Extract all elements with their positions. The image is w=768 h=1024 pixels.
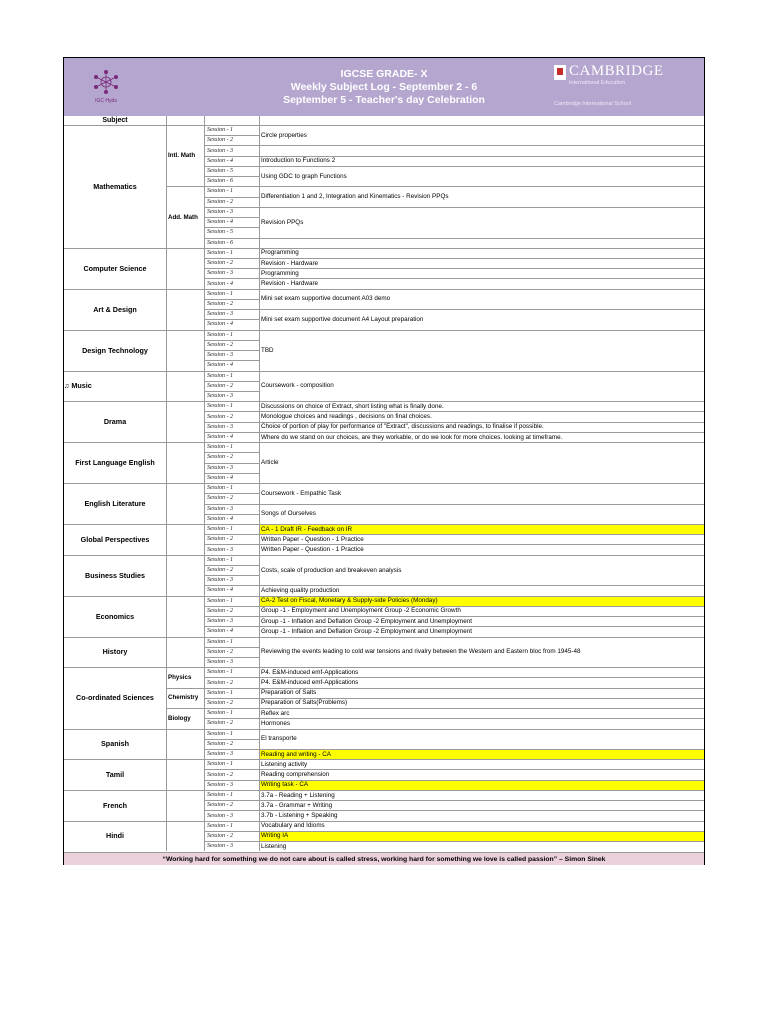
row-divider [204, 544, 259, 545]
row-divider [204, 585, 259, 586]
session-entry: P4. E&M-induced emf-Applications [261, 668, 359, 676]
row-divider [204, 258, 259, 259]
row-divider [259, 616, 704, 617]
session-label: Session - 1 [207, 372, 233, 379]
session-entry: Revision - Hardware [261, 259, 319, 267]
session-label: Session - 4 [207, 362, 233, 369]
subject-name: Co-ordinated Sciences [76, 693, 154, 703]
row-divider [259, 831, 704, 832]
row-divider [204, 473, 259, 474]
subject-name: First Language English [75, 458, 155, 468]
session-label: Session - 3 [207, 423, 233, 430]
session-entry: Choice of portion of play for performance of "Extract", discussions and readings, to finalise if possible. [261, 423, 544, 431]
session-label: Session - 4 [207, 628, 233, 635]
row-divider [259, 555, 704, 556]
session-label: Session - 2 [207, 566, 233, 573]
row-divider [204, 677, 259, 678]
row-divider [259, 483, 704, 484]
session-label: Session - 2 [207, 740, 233, 747]
subject-name: Computer Science [83, 263, 147, 273]
subject-name: Art & Design [93, 304, 137, 314]
subject-name: Hindi [106, 831, 124, 841]
session-entry: Listening activity [261, 760, 308, 768]
session-label: Session - 3 [207, 352, 233, 359]
session-entry: Written Paper - Question - 1 Practice [261, 546, 364, 554]
subject-name: Design Technology [82, 345, 148, 355]
row-divider [259, 330, 704, 331]
session-label: Session - 2 [207, 771, 233, 778]
row-divider [204, 688, 259, 689]
row-divider [204, 790, 259, 791]
row-divider [259, 411, 704, 412]
row-divider [259, 585, 704, 586]
session-label: Session - 5 [207, 168, 233, 175]
session-label: Session - 3 [207, 208, 233, 215]
session-label: Session - 1 [207, 403, 233, 410]
session-label: Session - 2 [207, 679, 233, 686]
session-entry: Listening [261, 842, 287, 850]
session-label: Session - 2 [207, 413, 233, 420]
session-label: Session - 3 [207, 618, 233, 625]
session-entry: CA-2 Test on Fiscal, Monetary & Supply-side Policies (Monday) [259, 596, 704, 606]
row-divider [204, 821, 259, 822]
row-divider [259, 534, 704, 535]
row-divider [204, 432, 259, 433]
row-divider [204, 340, 259, 341]
footer-quote: “Working hard for something we do not care about is called stress, working hard for something we love is called passion” – Simon Sinek [64, 852, 704, 865]
row-divider [204, 166, 259, 167]
row-divider [204, 330, 259, 331]
session-label: Session - 1 [207, 689, 233, 696]
subject-col-divider [166, 116, 167, 851]
row-divider [204, 524, 259, 525]
row-divider [259, 145, 704, 146]
session-entry: TBD [261, 346, 274, 354]
session-entry: Differentiation 1 and 2, Integration and Kinematics - Revision PPQs [261, 193, 449, 201]
row-divider [259, 841, 704, 842]
row-divider [259, 207, 704, 208]
cambridge-wordmark: CAMBRIDGE [569, 63, 664, 79]
session-entry: P4. E&M-induced emf-Applications [261, 679, 359, 687]
session-label: Session - 3 [207, 659, 233, 666]
row-divider [204, 401, 259, 402]
session-label: Session - 1 [207, 638, 233, 645]
row-divider [204, 493, 259, 494]
row-divider [259, 289, 704, 290]
header-banner [64, 58, 704, 116]
session-label: Session - 4 [207, 157, 233, 164]
session-label: Session - 3 [207, 270, 233, 277]
row-divider [259, 759, 704, 760]
session-entry: Written Paper - Question - 1 Practice [261, 535, 364, 543]
session-entry: Preparation of Salts [261, 689, 317, 697]
row-divider [259, 442, 704, 443]
session-entry: El transporte [261, 735, 297, 743]
row-divider [259, 544, 704, 545]
header-title-grade: IGCSE GRADE- X [340, 68, 428, 80]
session-label: Session - 3 [207, 464, 233, 471]
row-divider [259, 626, 704, 627]
subject-group: Biology [168, 714, 191, 722]
row-divider [204, 463, 259, 464]
row-divider [204, 268, 259, 269]
session-label: Session - 2 [207, 648, 233, 655]
row-divider [204, 452, 259, 453]
session-label: Session - 1 [207, 188, 233, 195]
row-divider [204, 667, 259, 668]
row-divider [259, 637, 704, 638]
subject-name: Spanish [101, 739, 129, 749]
row-divider [259, 596, 704, 597]
session-label: Session - 4 [207, 474, 233, 481]
session-entry: Reading comprehension [261, 771, 330, 779]
session-label: Session - 2 [207, 536, 233, 543]
cambridge-tagline: Cambridge International School [554, 101, 632, 107]
subject-name: ♫ Music [64, 381, 92, 391]
row-divider [204, 360, 259, 361]
session-entry: Coursework - composition [261, 382, 334, 390]
row-divider [204, 145, 259, 146]
row-divider [204, 186, 259, 187]
session-label: Session - 1 [207, 290, 233, 297]
session-entry: Songs of Ourselves [261, 510, 316, 518]
row-divider [204, 769, 259, 770]
subject-column-header: Subject [102, 116, 128, 124]
row-divider [259, 729, 704, 730]
session-label: Session - 2 [207, 137, 233, 144]
session-entry: Discussions on choice of Extract, short listing what is finally done. [261, 402, 444, 410]
session-label: Session - 1 [207, 526, 233, 533]
row-divider [204, 514, 259, 515]
session-label: Session - 2 [207, 198, 233, 205]
session-entry: Where do we stand on our choices, are they workable, or do we look for more choices. looking at timeframe. [261, 433, 563, 441]
session-entry: Revision - Hardware [261, 280, 319, 288]
session-label: Session - 3 [207, 546, 233, 553]
row-divider [259, 166, 704, 167]
session-col-divider [259, 116, 260, 851]
row-divider [204, 596, 259, 597]
session-label: Session - 1 [207, 822, 233, 829]
row-divider [204, 227, 259, 228]
session-label: Session - 1 [207, 556, 233, 563]
session-label: Session - 1 [207, 127, 233, 134]
row-divider [259, 718, 704, 719]
row-divider [204, 156, 259, 157]
row-divider [259, 186, 704, 187]
session-entry: Group -1 - Inflation and Deflation Group -2 Employment and Unemployment [261, 627, 473, 635]
session-entry: Group -1 - Inflation and Deflation Group -2 Employment and Unemployment [261, 617, 473, 625]
session-entry: Vocabulary and Idioms [261, 822, 325, 830]
row-divider [259, 504, 704, 505]
session-label: Session - 6 [207, 178, 233, 185]
row-divider [204, 289, 259, 290]
subject-log-sheet [63, 57, 705, 865]
session-entry: Programming [261, 269, 299, 277]
session-label: Session - 1 [207, 710, 233, 717]
subject-group: Intl. Math [168, 152, 196, 160]
session-label: Session - 4 [207, 587, 233, 594]
session-label: Session - 4 [207, 515, 233, 522]
session-label: Session - 2 [207, 495, 233, 502]
session-entry: Reflex arc [261, 709, 290, 717]
row-divider [259, 667, 704, 668]
session-label: Session - 3 [207, 843, 233, 850]
session-label: Session - 2 [207, 832, 233, 839]
header-title-week: Weekly Subject Log - September 2 - 6 [290, 81, 478, 93]
session-entry: Costs, scale of production and breakeven analysis [261, 566, 402, 574]
subject-name: French [103, 800, 127, 810]
session-label: Session - 1 [207, 761, 233, 768]
row-divider [204, 217, 259, 218]
row-divider [259, 677, 704, 678]
session-label: Session - 2 [207, 802, 233, 809]
session-label: Session - 4 [207, 321, 233, 328]
session-entry: Article [261, 459, 279, 467]
row-divider [259, 708, 704, 709]
session-label: Session - 2 [207, 454, 233, 461]
subject-name: Mathematics [93, 181, 137, 191]
row-divider [204, 238, 259, 239]
session-label: Session - 1 [207, 730, 233, 737]
row-divider [204, 248, 259, 249]
session-entry: Mini set exam supportive document A03 demo [261, 295, 391, 303]
session-label: Session - 2 [207, 382, 233, 389]
subject-name: History [102, 647, 128, 657]
session-label: Session - 4 [207, 280, 233, 287]
row-divider [204, 534, 259, 535]
subject-name: Drama [103, 417, 127, 427]
session-entry: CA - 1 Draft IR - Feedback on IR [259, 524, 704, 534]
session-label: Session - 2 [207, 720, 233, 727]
session-entry: 3.7a - Reading + Listening [261, 791, 335, 799]
row-divider [259, 371, 704, 372]
row-divider [204, 176, 259, 177]
session-entry: Writing task - CA [259, 780, 704, 790]
row-divider [204, 780, 259, 781]
school-logo [88, 68, 124, 108]
subject-group: Chemistry [168, 694, 199, 702]
row-divider [204, 708, 259, 709]
row-divider [204, 381, 259, 382]
row-divider [204, 759, 259, 760]
header-title-event: September 5 - Teacher's day Celebration [283, 94, 485, 106]
row-divider [259, 268, 704, 269]
row-divider [204, 422, 259, 423]
row-divider [204, 309, 259, 310]
row-divider [259, 698, 704, 699]
row-divider [259, 258, 704, 259]
subject-group: Physics [168, 673, 192, 681]
session-label: Session - 2 [207, 341, 233, 348]
session-entry: 3.7b - Listening + Speaking [261, 812, 338, 820]
session-entry: Hormones [261, 719, 291, 727]
row-divider [259, 156, 704, 157]
subject-name: Business Studies [85, 570, 145, 580]
row-divider [204, 606, 259, 607]
row-divider [204, 319, 259, 320]
row-divider [204, 831, 259, 832]
session-label: Session - 2 [207, 607, 233, 614]
session-label: Session - 5 [207, 229, 233, 236]
session-label: Session - 3 [207, 812, 233, 819]
row-divider [204, 197, 259, 198]
session-label: Session - 1 [207, 485, 233, 492]
row-divider [259, 688, 704, 689]
row-divider [204, 483, 259, 484]
session-entry: Achieving quality production [261, 586, 340, 594]
session-entry: Circle properties [261, 131, 307, 139]
session-entry: Group -1 - Employment and Unemployment Group -2 Economic Growth [261, 607, 461, 615]
session-entry: Reviewing the events leading to cold war tensions and rivalry between the Western and Eastern bloc from 1945-48 [261, 648, 581, 656]
logo-caption: IGC Hyds [95, 98, 117, 104]
subject-name: Global Perspectives [80, 534, 150, 544]
row-divider [259, 401, 704, 402]
row-divider [204, 657, 259, 658]
subject-name: Tamil [105, 770, 125, 780]
session-entry [259, 145, 704, 155]
row-divider [259, 422, 704, 423]
row-divider [204, 391, 259, 392]
row-divider [204, 350, 259, 351]
cambridge-subtitle: International Education [569, 80, 626, 86]
session-entry [259, 238, 704, 248]
row-divider [204, 125, 259, 126]
session-entry: Preparation of Salts(Problems) [261, 699, 348, 707]
session-label: Session - 1 [207, 792, 233, 799]
row-divider [204, 565, 259, 566]
row-divider [259, 800, 704, 801]
shield-icon [554, 65, 566, 80]
row-divider [204, 299, 259, 300]
row-divider [204, 575, 259, 576]
row-divider [204, 637, 259, 638]
session-label: Session - 3 [207, 147, 233, 154]
session-label: Session - 2 [207, 699, 233, 706]
row-divider [204, 729, 259, 730]
session-label: Session - 1 [207, 444, 233, 451]
row-divider [259, 248, 704, 249]
session-entry: Reading and writing - CA [259, 749, 704, 759]
row-divider [259, 238, 704, 239]
row-divider [259, 810, 704, 811]
row-divider [259, 606, 704, 607]
subject-group: Add. Math [168, 213, 198, 221]
row-divider [259, 524, 704, 525]
row-divider [259, 769, 704, 770]
session-entry: Introduction to Functions 2 [261, 157, 336, 165]
subject-name: English Literature [84, 499, 146, 508]
row-divider [259, 125, 704, 126]
session-label: Session - 3 [207, 505, 233, 512]
row-divider [204, 749, 259, 750]
session-label: Session - 4 [207, 219, 233, 226]
group-col-divider [204, 116, 205, 851]
session-entry: Using GDC to graph Functions [261, 172, 347, 180]
row-divider [204, 555, 259, 556]
session-label: Session - 4 [207, 434, 233, 440]
session-entry: Writing IA [259, 831, 704, 841]
row-divider [204, 616, 259, 617]
session-entry: Coursework - Empathic Task [261, 489, 342, 497]
row-divider [204, 442, 259, 443]
session-label: Session - 6 [207, 239, 233, 246]
row-divider [204, 739, 259, 740]
session-label: Session - 1 [207, 597, 233, 604]
row-divider [259, 780, 704, 781]
row-divider [259, 432, 704, 433]
session-label: Session - 3 [207, 751, 233, 758]
session-entry: Mini set exam supportive document A4 Layout preparation [261, 315, 424, 323]
row-divider [204, 411, 259, 412]
row-divider [204, 626, 259, 627]
row-divider [259, 278, 704, 279]
row-divider [204, 647, 259, 648]
session-label: Session - 1 [207, 249, 233, 256]
row-divider [204, 800, 259, 801]
row-divider [204, 718, 259, 719]
session-label: Session - 2 [207, 301, 233, 308]
row-divider [204, 810, 259, 811]
session-entry: Programming [261, 249, 299, 257]
row-divider [204, 278, 259, 279]
row-divider [259, 821, 704, 822]
session-entry: Monologue choices and readings , decisions on final choices. [261, 413, 432, 421]
row-divider [259, 309, 704, 310]
session-label: Session - 3 [207, 577, 233, 584]
session-entry: 3.7a - Grammar + Writing [261, 801, 333, 809]
row-divider [204, 371, 259, 372]
row-divider [204, 841, 259, 842]
session-label: Session - 3 [207, 393, 233, 400]
session-label: Session - 3 [207, 781, 233, 788]
row-divider [204, 207, 259, 208]
session-label: Session - 3 [207, 311, 233, 318]
row-divider [259, 790, 704, 791]
row-divider [204, 698, 259, 699]
subject-name: Economics [95, 611, 135, 621]
row-divider [259, 749, 704, 750]
row-divider [204, 504, 259, 505]
row-divider [204, 135, 259, 136]
session-label: Session - 1 [207, 669, 233, 676]
session-label: Session - 2 [207, 260, 233, 267]
session-label: Session - 1 [207, 331, 233, 338]
session-entry: Revision PPQs [261, 218, 304, 226]
